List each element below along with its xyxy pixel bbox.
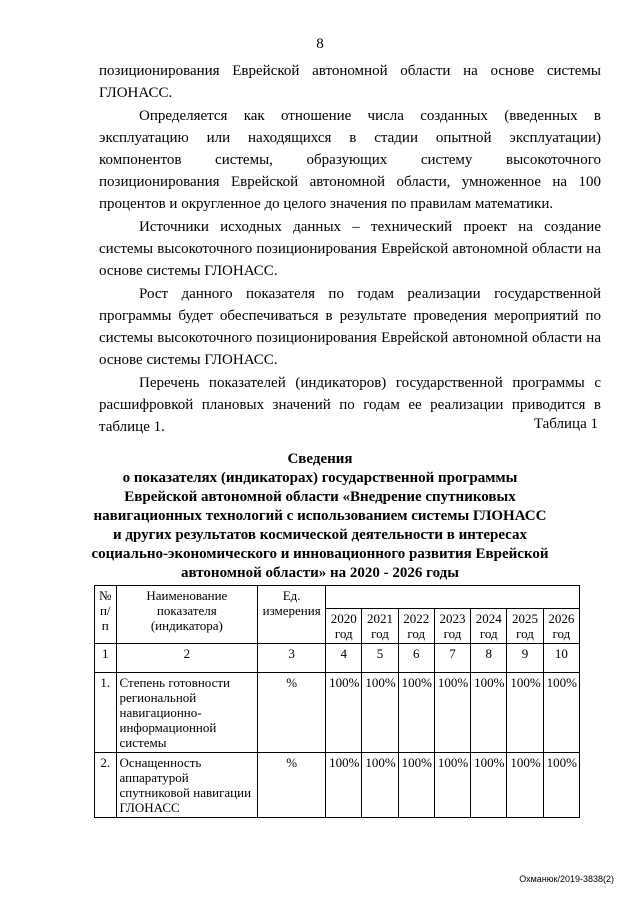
indicators-table xyxy=(94,585,580,818)
row-value: 100% xyxy=(398,673,434,753)
column-number: 9 xyxy=(507,644,543,673)
row-unit: % xyxy=(258,753,326,818)
header-year: 2026 год xyxy=(543,609,579,644)
column-number: 8 xyxy=(471,644,507,673)
row-value: 100% xyxy=(543,753,579,818)
column-number: 3 xyxy=(258,644,326,673)
table-subtitle: о показателях (индикаторах) государственной программы Еврейской автономной области «Внедрение спутниковых навигационных технологий с использованием системы ГЛОНАСС и других результатов космической деятельности в интересах социально-экономического и инновационного развития Еврейской автономной области» на 2020 - 2026 годы xyxy=(91,470,549,581)
row-value: 100% xyxy=(434,753,470,818)
header-year: 2022 год xyxy=(398,609,434,644)
header-unit: Ед. измерения xyxy=(258,586,326,644)
row-value: 100% xyxy=(326,673,362,753)
table-row xyxy=(95,753,580,818)
header-year: 2020 год xyxy=(326,609,362,644)
table-row xyxy=(95,673,580,753)
header-years-span xyxy=(326,586,580,609)
header-year: 2023 год xyxy=(434,609,470,644)
paragraph: Рост данного показателя по годам реализации государственной программы будет обеспечиваться в результате проведения мероприятий по системы высокоточного позиционирования Еврейской автономной области на основе системы ГЛОНАСС. xyxy=(99,286,601,368)
column-number: 2 xyxy=(116,644,258,673)
row-num: 2. xyxy=(95,753,117,818)
column-number: 10 xyxy=(543,644,579,673)
row-unit: % xyxy=(258,673,326,753)
row-value: 100% xyxy=(398,753,434,818)
paragraph: позиционирования Еврейской автономной области на основе системы ГЛОНАСС. xyxy=(99,63,601,101)
table-title: Сведения xyxy=(287,451,353,467)
row-name: Оснащенность аппаратурой спутниковой навигации ГЛОНАСС xyxy=(116,753,258,818)
row-name: Степень готовности региональной навигационно-информационной системы xyxy=(116,673,258,753)
row-value: 100% xyxy=(326,753,362,818)
table-caption: Таблица 1 xyxy=(533,416,598,432)
page-number: 8 xyxy=(316,36,324,52)
row-value: 100% xyxy=(434,673,470,753)
body-text xyxy=(99,60,601,438)
row-value: 100% xyxy=(543,673,579,753)
paragraph: Перечень показателей (индикаторов) государственной программы с расшифровкой плановых значений по годам ее реализации приводится в таблице 1. xyxy=(99,375,601,435)
row-value: 100% xyxy=(362,753,398,818)
column-number-row xyxy=(95,644,580,673)
header-year: 2024 год xyxy=(471,609,507,644)
header-name: Наименование показателя (индикатора) xyxy=(116,586,258,644)
column-number: 4 xyxy=(326,644,362,673)
paragraph: Определяется как отношение числа созданных (введенных в эксплуатацию или находящихся в стадии опытной эксплуатации) компонентов системы, образующих систему высокоточного позиционирования Еврейской автономной области, умноженное на 100 процентов и округленное до целого значения по правилам математики. xyxy=(99,108,601,212)
row-value: 100% xyxy=(471,673,507,753)
header-num: № п/п xyxy=(95,586,117,644)
document-footer-code: Охманюк/2019-3838(2) xyxy=(519,874,614,884)
header-year: 2021 год xyxy=(362,609,398,644)
header-year: 2025 год xyxy=(507,609,543,644)
row-value: 100% xyxy=(507,753,543,818)
column-number: 1 xyxy=(95,644,117,673)
column-number: 7 xyxy=(434,644,470,673)
paragraph: Источники исходных данных – технический проект на создание системы высокоточного позиционирования Еврейской автономной области на основе системы ГЛОНАСС. xyxy=(99,219,601,279)
row-value: 100% xyxy=(471,753,507,818)
row-num: 1. xyxy=(95,673,117,753)
row-value: 100% xyxy=(507,673,543,753)
row-value: 100% xyxy=(362,673,398,753)
table-header-row xyxy=(95,586,580,609)
table-heading xyxy=(90,450,550,583)
column-number: 5 xyxy=(362,644,398,673)
column-number: 6 xyxy=(398,644,434,673)
